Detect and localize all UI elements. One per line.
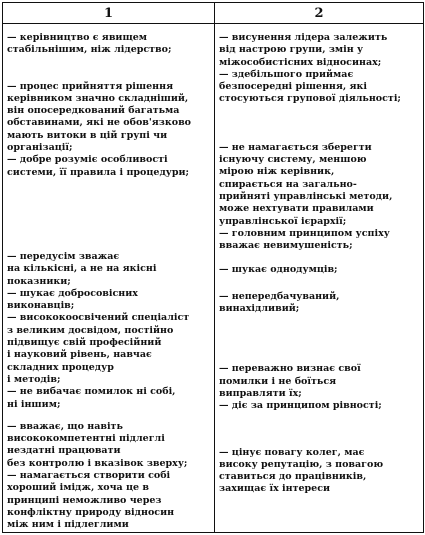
col2-item: — цінує повагу колег, має високу репутацію, з повагою ставиться до працівників, захищає їх інтереси (219, 446, 384, 495)
col1-item: — добре розуміє особливості системи, її правила і процедури; (7, 154, 190, 178)
header-row (3, 3, 424, 24)
col1-item: — намагається створити собі хороший імідж, хоча це в принципі неможливо через конфліктну природу відносин між ним і підлеглими (7, 470, 175, 531)
col2-item: — діє за принципом рівності; (219, 400, 382, 412)
col2-item: — непередбачуваний, винахідливий; (219, 290, 340, 315)
col1-item: — вважає, що навіть висококомпетентні підлеглі нездатні працювати без контролю і вказівок зверху; (7, 420, 188, 469)
table-row (3, 32, 424, 532)
col2-item: — не намагається зберегти існуючу систему, меншою мірою ніж керівник, спирається на загально- прийняті управлінські методи, може нехтувати правилами управлінської ієрархії; (219, 141, 393, 227)
col1-item: — процес прийняття рішення керівником значно складніший, він опосередкований багатьма обставинами, які не обов'язково мають витоки в цій групі чи організації; (7, 80, 192, 154)
col1-item: — висококоосвічений спеціаліст з великим досвідом, постійно підвищує свій професійний і науковий рівень, навчає складних процедур і методів; (7, 312, 190, 385)
column-header-1: 1 (3, 3, 215, 24)
col2-item: — переважно визнає свої помилки і не боїться виправляти їх; (219, 363, 361, 399)
col2-item: — висунення лідера залежить від настрою групи, змін у міжособистісних відносинах; (219, 32, 388, 68)
comparison-table (2, 2, 424, 533)
col2-item: — головним принципом успіху вважає невимушеність; (219, 227, 390, 252)
col2-item: — здебільшого приймає безпосередні рішення, які стосуються групової діяльності; (219, 68, 401, 105)
col1-item: — керівництво є явищем стабільнішим, ніж лідерство; (7, 32, 172, 56)
col1-item: — шукає добросовісних виконавців; (7, 287, 138, 312)
col1-item: — не вибачає помилок ні собі, ні іншим; (7, 386, 176, 410)
col2-item: — шукає однодумців; (219, 264, 338, 276)
col1-item: — передусім зважає на кількісні, а не на якісні показники; (7, 250, 157, 287)
column-header-2: 2 (215, 3, 424, 24)
